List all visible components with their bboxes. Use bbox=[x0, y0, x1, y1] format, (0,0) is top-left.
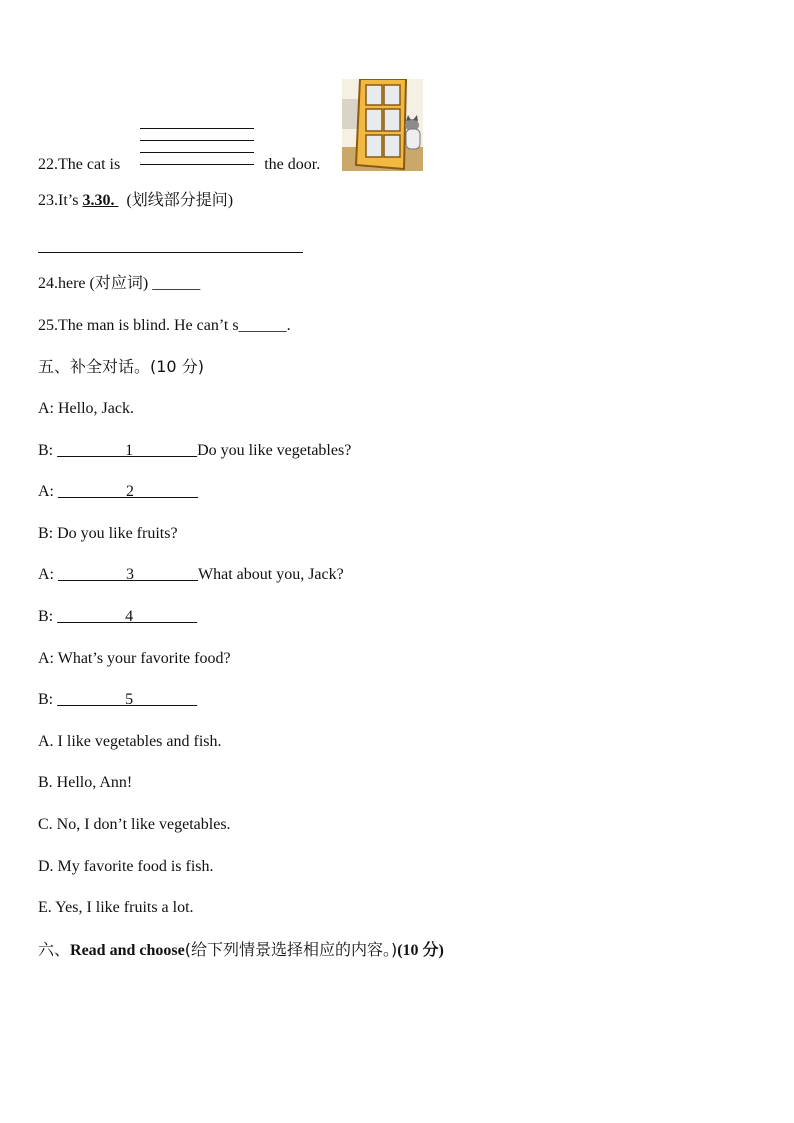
q23-instruction: (划线部分提问) bbox=[126, 192, 234, 209]
q23-underlined-answer: 3.30. bbox=[82, 192, 115, 209]
dialog-blank-5: 5 bbox=[125, 691, 134, 708]
q23-prefix: 23.It’s bbox=[38, 192, 79, 209]
q22-answer-lines bbox=[140, 128, 254, 176]
dialog-line-1: A: Hello, Jack. bbox=[38, 400, 134, 417]
dialog-blank-3: 3 bbox=[126, 566, 134, 583]
option-d: D. My favorite food is fish. bbox=[38, 858, 214, 875]
q25-blank: ______ bbox=[238, 317, 287, 334]
q24-blank: ______ bbox=[152, 275, 201, 292]
question-23 bbox=[38, 191, 233, 211]
cat-behind-door-picture bbox=[342, 79, 423, 171]
option-a: A. I like vegetables and fish. bbox=[38, 733, 222, 750]
q24-text: 24.here (对应词) bbox=[38, 275, 149, 292]
dialog-line-7: A: What’s your favorite food? bbox=[38, 650, 231, 667]
option-e: E. Yes, I like fruits a lot. bbox=[38, 899, 194, 916]
dialog-blank-2: 2 bbox=[126, 483, 134, 500]
question-24 bbox=[38, 274, 200, 294]
dialog-line-5: A: 3 What about you, Jack? bbox=[38, 566, 344, 583]
section-5-title: 五、补全对话。(10 分) bbox=[38, 357, 204, 376]
q25-text: 25.The man is blind. He can’t s bbox=[38, 317, 239, 334]
dialog-line-6: B: 4 bbox=[38, 607, 197, 627]
dialog-blank-4: 4 bbox=[125, 608, 134, 625]
dialog-line-2: B: 1 Do you like vegetables? bbox=[38, 442, 352, 459]
option-b: B. Hello, Ann! bbox=[38, 774, 133, 791]
dialog-line-3: A: 2 bbox=[38, 482, 198, 502]
section-6-title: 六、Read and choose(给下列情景选择相应的内容。)(10 分) bbox=[38, 940, 444, 959]
q22-prefix: 22.The cat is bbox=[38, 156, 121, 173]
dialog-blank-1: 1 bbox=[125, 442, 134, 459]
q23-answer-line bbox=[38, 252, 303, 253]
dialog-line-8: B: 5 bbox=[38, 690, 197, 710]
question-25: 25.The man is blind. He can’t s______. bbox=[38, 317, 291, 334]
q22-suffix: the door. bbox=[264, 156, 321, 173]
option-c: C. No, I don’t like vegetables. bbox=[38, 816, 231, 833]
dialog-line-4: B: Do you like fruits? bbox=[38, 525, 178, 542]
